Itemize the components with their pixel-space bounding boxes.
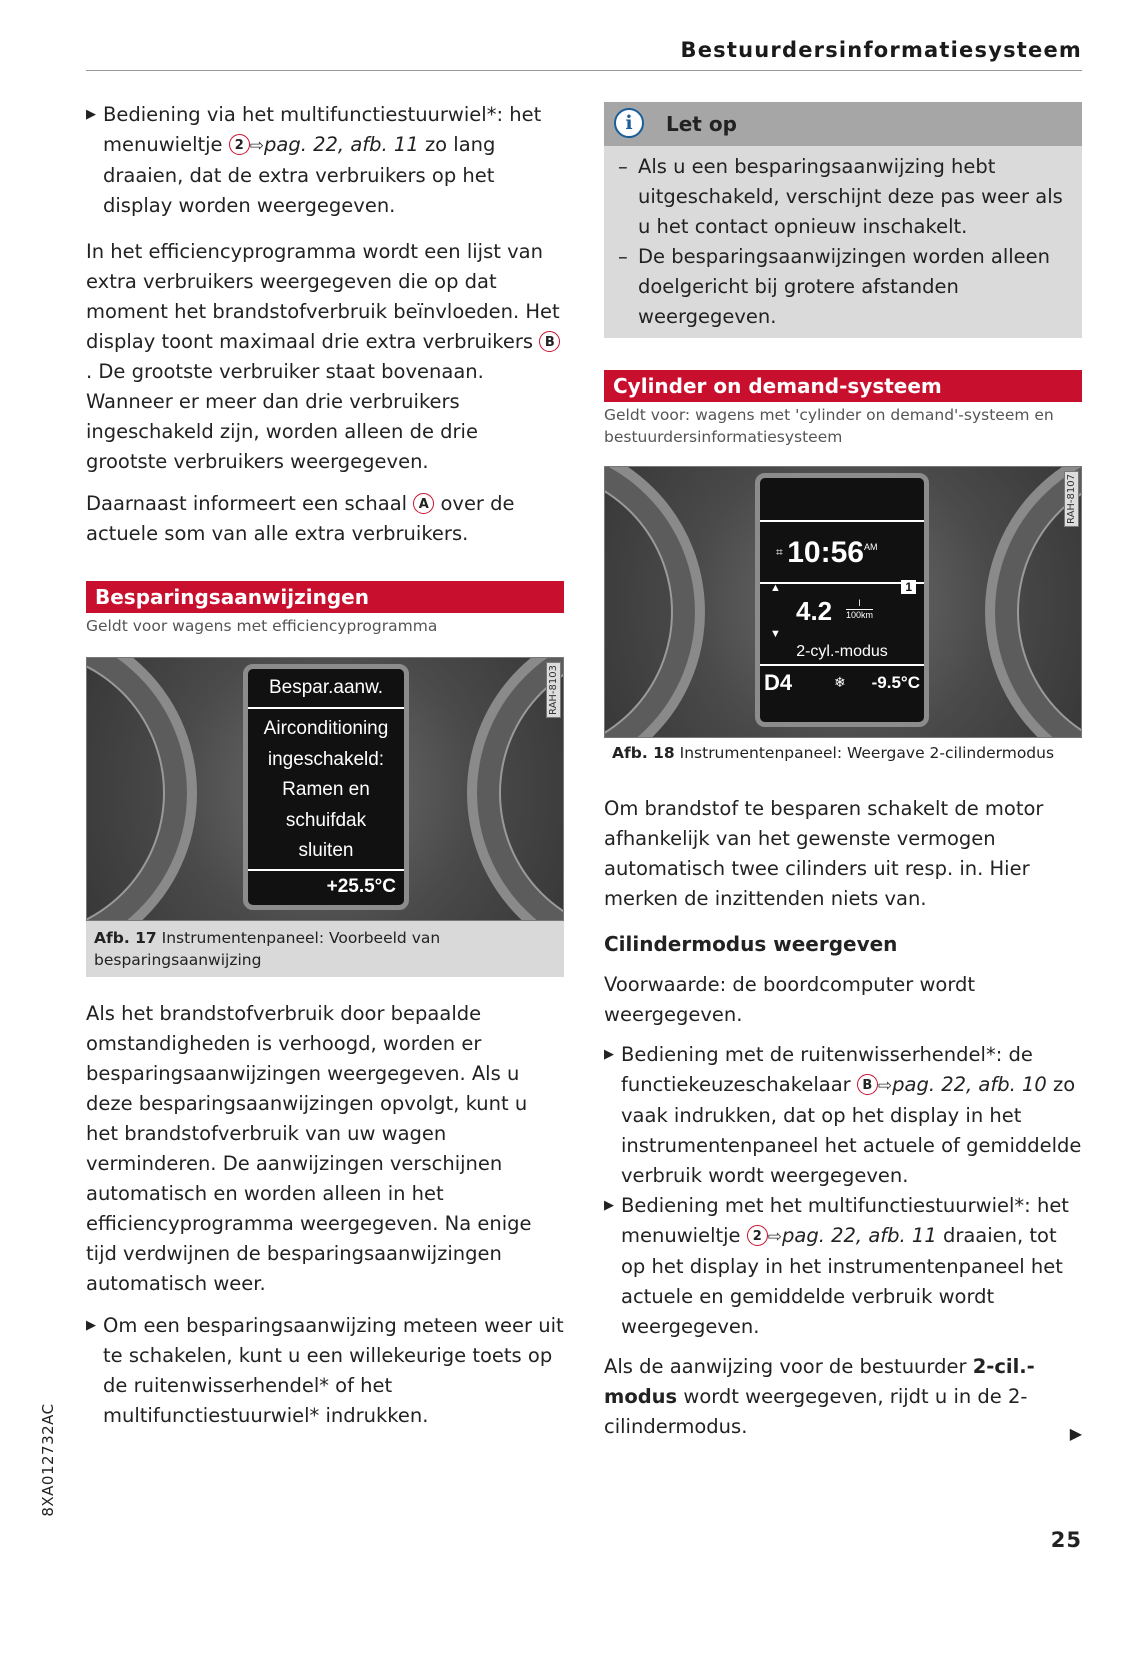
left-paragraph-1: In het efficiencyprogramma wordt een lijst van extra verbruikers weergegeven die op dat moment het brandstofverbruik beïnvloeden. Het display toont maximaal drie extra verbruikers B. De grootste verbruiker staat bovenaan. Wanneer er meer dan drie verbruikers ingeschakeld zijn, worden alleen de drie grootste verbruikers weergegeven. <box>86 240 560 473</box>
display-title: Bespar.aanw. <box>248 669 404 709</box>
running-header: Bestuurdersinformatiesysteem <box>680 38 1082 62</box>
left-gauge <box>86 657 197 921</box>
cross-ref-arrow-icon: ⇨ <box>877 1076 893 1096</box>
section-heading: Cylinder on demand-systeem <box>604 370 1082 402</box>
display-screen <box>243 664 409 910</box>
left-paragraph-3: Als het brandstofverbruik door bepaalde omstandigheden is verhoogd, worden er besparingsaanwijzingen weergegeven. Als u deze besparingsaanwijzingen opvolgt, kunt u het brandstofverbruik van uw wagen verminderen. De aanwijzingen verschijnen automatisch en worden alleen in het efficiencyprogramma weergegeven. Na enige tijd verdwijnen de besparingsaanwijzingen automatisch weer. <box>86 1002 532 1295</box>
bullet-triangle-icon: ▶ <box>604 1198 614 1213</box>
display-screen <box>755 473 929 727</box>
right-paragraph-2: Voorwaarde: de boordcomputer wordt weergegeven. <box>604 973 976 1026</box>
section-heading: Besparingsaanwijzingen <box>86 581 564 613</box>
callout-marker: B <box>539 331 560 352</box>
subheading: Cilindermodus weergeven <box>604 932 898 956</box>
info-icon: i <box>614 108 644 138</box>
display-status-row: D4 ❄ -9.5°C <box>764 670 920 695</box>
arrow-down-icon: ▼ <box>770 628 781 640</box>
figure-instrument-panel-18 <box>604 466 1082 738</box>
cross-ref-arrow-icon: ⇨ <box>249 136 265 156</box>
left-bullet-2: ▶ Om een besparingsaanwijzing meteen weer uit te schakelen, kunt u een willekeurige toets op de ruitenwisserhendel* of het multifunctiestuurwiel* indrukken. <box>86 1311 564 1431</box>
figure-code: RAH-8103 <box>546 662 561 718</box>
left-gauge <box>604 466 705 738</box>
cross-reference-link[interactable]: pag. 22, afb. 11 <box>264 133 419 156</box>
figure-caption: Afb. 17 Instrumentenpaneel: Voorbeeld van besparingsaanwijzing <box>86 921 564 977</box>
applies-to-note: Geldt voor: wagens met 'cylinder on demand'-systeem en bestuurdersinformatiesysteem <box>604 406 1054 446</box>
right-paragraph-1: Om brandstof te besparen schakelt de motor afhankelijk van het gewenste vermogen automatisch twee cilinders uit resp. in. Hier merken de inzittenden niets van. <box>604 797 1044 910</box>
right-column <box>604 102 1082 1442</box>
cross-reference-link[interactable]: pag. 22, afb. 10 <box>892 1073 1047 1096</box>
display-temperature: +25.5°C <box>326 875 396 897</box>
display-badge: 1 <box>901 580 916 594</box>
display-clock: ⌗ $10:56^{AM}$ <box>760 522 924 584</box>
callout-marker: B <box>857 1074 878 1095</box>
cross-reference-link[interactable]: pag. 22, afb. 11 <box>782 1224 937 1247</box>
right-bullet-2: ▶ Bediening met het multifunctiestuurwiel*: het menuwieltje 2 ⇨pag. 22, afb. 11 draaien, tot op het display in het instrumentenpaneel het actuele en gemiddelde verbruik wordt weergegeven. <box>604 1191 1082 1342</box>
figure-code: RAH-8107 <box>1064 471 1079 527</box>
right-bullet-1: ▶ Bediening met de ruitenwisserhendel*: de functiekeuzeschakelaar B ⇨pag. 22, afb. 10 zo vaak indrukken, dat op het display in het instrumentenpaneel het actuele of gemiddelde verbruik wordt weergegeven. <box>604 1040 1082 1191</box>
note-item: – Als u een besparingsaanwijzing hebt uitgeschakeld, verschijnt deze pas weer als u het contact opnieuw inschakelt. <box>618 155 1063 238</box>
page-number: 25 <box>1050 1528 1082 1552</box>
display-message: Airconditioning ingeschakeld: Ramen en schuifdak sluiten <box>248 709 404 871</box>
header-divider <box>86 70 1082 71</box>
callout-marker: 2 <box>229 134 250 155</box>
document-code: 8XA012732AC <box>39 1403 57 1517</box>
note-title: Let op <box>666 112 737 136</box>
right-paragraph-3: Als de aanwijzing voor de bestuurder 2-cil.-modus wordt weergegeven, rijdt u in de 2-cilindermodus. <box>604 1355 1035 1438</box>
note-box <box>604 102 1082 338</box>
display-mode: 2-cyl.-modus <box>760 640 924 666</box>
left-paragraph-2: Daarnaast informeert een schaal A over de actuele som van alle extra verbruikers. <box>86 492 515 545</box>
left-column <box>86 100 564 1431</box>
note-body <box>604 146 1082 338</box>
figure-caption: Afb. 18 Instrumentenpaneel: Weergave 2-cilindermodus <box>604 738 1082 768</box>
bullet-triangle-icon: ▶ <box>86 107 96 122</box>
bullet-triangle-icon: ▶ <box>604 1047 614 1062</box>
display-consumption: ▲ 1 4.2 l 100km ▼ <box>760 584 924 640</box>
figure-instrument-panel-17 <box>86 657 564 921</box>
left-bullet-1: ▶ Bediening via het multifunctiestuurwiel*: het menuwieltje 2 ⇨pag. 22, afb. 11 zo lang draaien, dat de extra verbruikers op het display worden weergegeven. <box>86 100 564 221</box>
continue-arrow-icon: ▶ <box>1069 1424 1082 1443</box>
arrow-up-icon: ▲ <box>770 582 781 594</box>
snowflake-icon: ❄ <box>834 674 846 690</box>
antenna-icon: ⌗ <box>776 545 783 559</box>
callout-marker: A <box>413 493 434 514</box>
note-item: – De besparingsaanwijzingen worden alleen doelgericht bij grotere afstanden weergegeven. <box>618 245 1051 328</box>
callout-marker: 2 <box>747 1225 768 1246</box>
applies-to-note: Geldt voor wagens met efficiencyprogramma <box>86 617 438 635</box>
cross-ref-arrow-icon: ⇨ <box>767 1227 783 1247</box>
bullet-triangle-icon: ▶ <box>86 1318 96 1333</box>
note-header <box>604 102 1082 146</box>
